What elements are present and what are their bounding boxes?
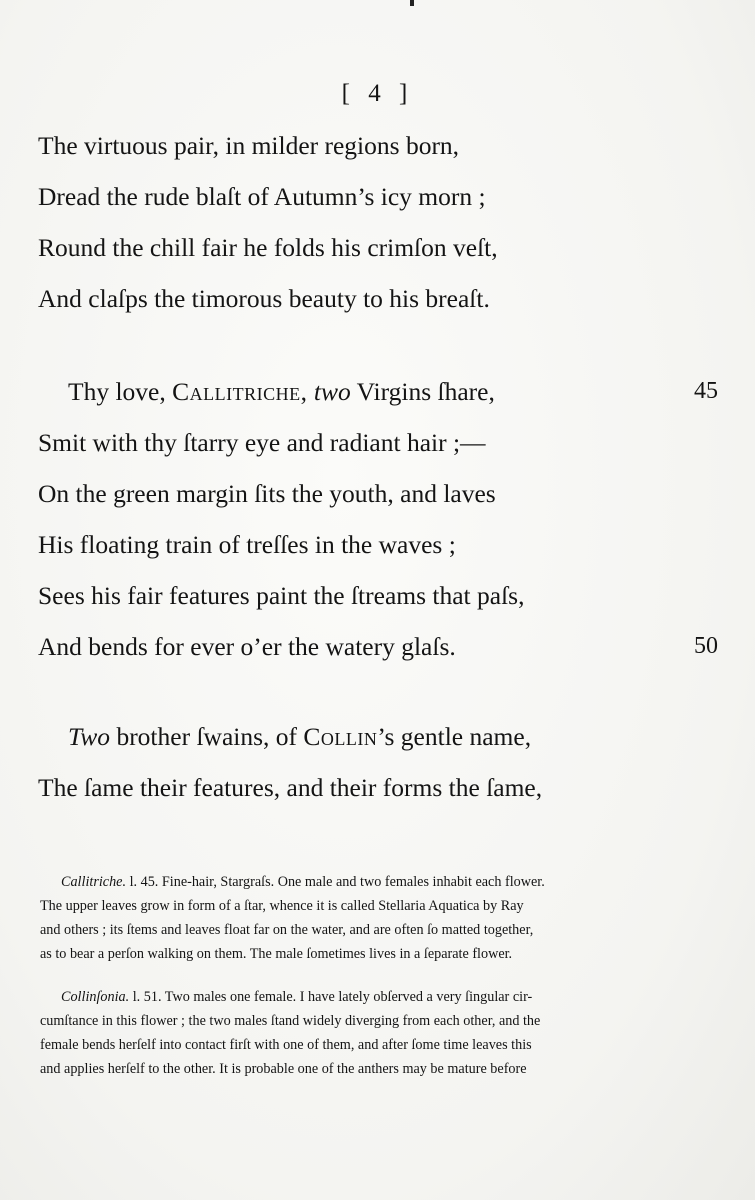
verse-line: His floating train of treſſes in the waves ;	[38, 530, 456, 559]
plant-name: Collin	[303, 722, 378, 751]
footnote-line: cumſtance in this flower ; the two males ſtand widely diverging from each other, and the	[40, 1013, 541, 1029]
stanza-1	[38, 120, 708, 324]
plant-name: Callitriche,	[172, 377, 308, 406]
verse-text: ’s gentle name,	[377, 722, 532, 751]
verse-line: And claſps the timorous beauty to his breaſt.	[38, 284, 490, 313]
footnote-line	[40, 870, 708, 894]
page-number: [ 4 ]	[341, 80, 414, 107]
verse-line	[38, 366, 718, 417]
line-number: 45	[694, 378, 718, 404]
verse-text: Virgins ſhare,	[350, 377, 495, 406]
footnote-text: l. 51. Two males one female. I have lately obſerved a very ſingular cir-	[129, 989, 533, 1005]
stanza-2	[38, 366, 718, 672]
footnote-line: and others ; its ſtems and leaves float far on the water, and are often ſo matted together,	[40, 922, 534, 938]
verse-text: And bends for ever o’er the watery glaſs.	[38, 632, 456, 661]
footnote-line	[40, 985, 708, 1009]
verse-text: brother ſwains, of	[110, 722, 304, 751]
line-number: 50	[694, 633, 718, 659]
footnote-plant-name: Collinſonia.	[61, 989, 130, 1005]
verse-line: The virtuous pair, in milder regions born,	[38, 131, 460, 160]
footnote-collinsonia	[40, 985, 708, 1081]
footnote-line: and applies herſelf to the other. It is probable one of the anthers may be mature before	[40, 1061, 527, 1077]
footnotes	[40, 870, 708, 1081]
footnote-callitriche	[40, 870, 708, 966]
emphasis-text: two	[307, 377, 351, 406]
footnote-line: as to bear a perſon walking on them. The male ſometimes lives in a ſeparate flower.	[40, 946, 513, 962]
verse-line	[38, 711, 708, 762]
emphasis-text: Two	[68, 722, 111, 751]
top-print-mark	[410, 0, 414, 6]
verse-line	[38, 621, 718, 672]
verse-line: On the green margin ſits the youth, and laves	[38, 479, 496, 508]
footnote-line: The upper leaves grow in form of a ſtar, whence it is called Stellaria Aquatica by Ray	[40, 898, 524, 914]
footnote-line: female bends herſelf into contact firſt with one of them, and after ſome time leaves this	[40, 1037, 532, 1053]
stanza-3	[38, 711, 708, 813]
verse-line: Round the chill fair he folds his crimſon veſt,	[38, 233, 498, 262]
footnote-text: l. 45. Fine-hair, Stargraſs. One male and two females inhabit each flower.	[126, 874, 545, 890]
verse-text: Thy love,	[68, 377, 173, 406]
footnote-plant-name: Callitriche.	[61, 874, 127, 890]
verse-line: Dread the rude blaſt of Autumn’s icy morn ;	[38, 182, 486, 211]
verse-line: Smit with thy ſtarry eye and radiant hair ;—	[38, 428, 486, 457]
verse-line: The ſame their features, and their forms the ſame,	[38, 773, 543, 802]
verse-line: Sees his fair features paint the ſtreams that paſs,	[38, 581, 525, 610]
